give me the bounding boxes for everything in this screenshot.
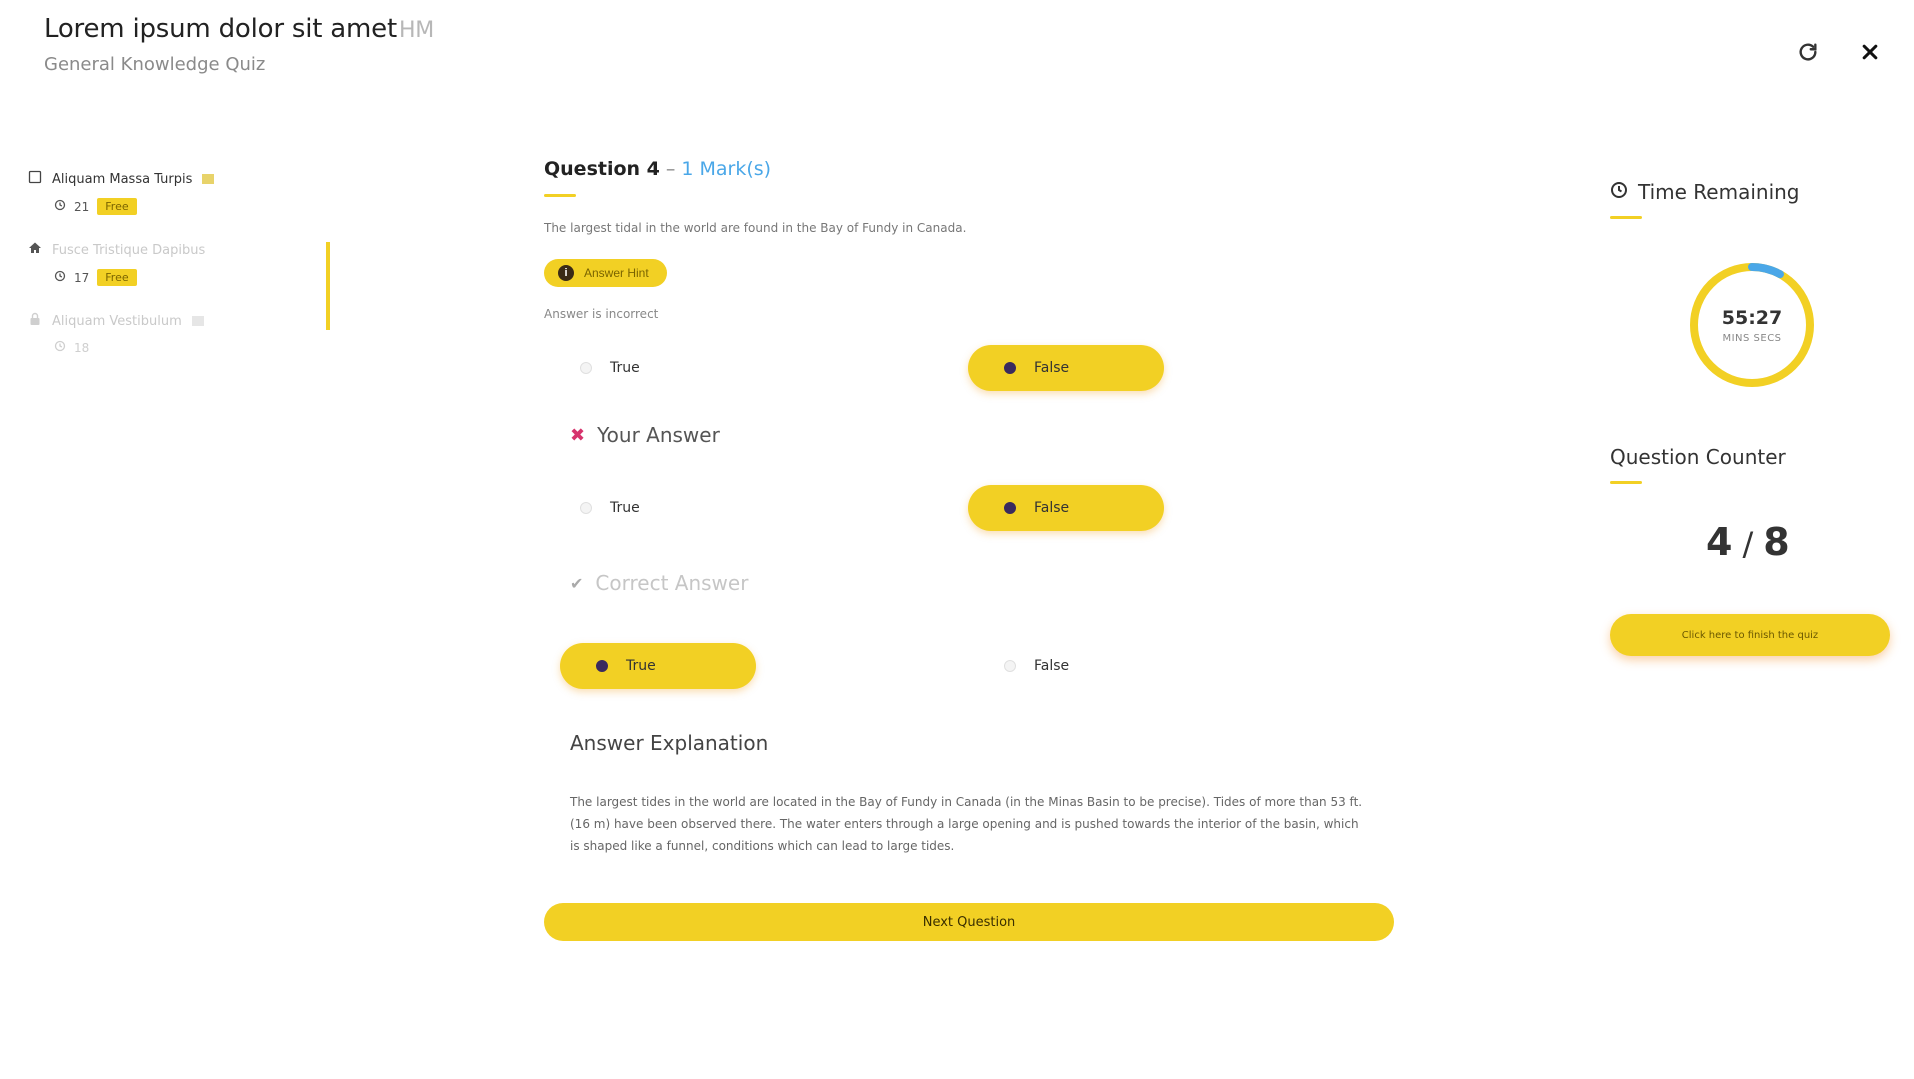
- timer-units: MINS SECS: [1722, 332, 1782, 344]
- correct-answer-false: [968, 643, 1164, 689]
- radio-icon: [1004, 502, 1016, 514]
- sidebar-active-indicator: [326, 242, 330, 330]
- check-icon: ✔: [570, 573, 584, 593]
- page-title-text: Lorem ipsum dolor sit amet: [44, 14, 397, 44]
- radio-icon: [1004, 362, 1016, 374]
- question-counter: [1706, 520, 1900, 564]
- option-false[interactable]: [968, 345, 1164, 391]
- status-badge: Free: [97, 198, 136, 215]
- timer-ring: [1686, 259, 1818, 391]
- lock-icon: [28, 312, 42, 330]
- answer-hint-button[interactable]: [544, 259, 667, 287]
- your-answer-label: Your Answer: [597, 423, 720, 447]
- counter-underline: [1610, 481, 1642, 484]
- explanation-title: Answer Explanation: [570, 731, 769, 755]
- option-label: True: [610, 500, 640, 516]
- sidebar-item-label: Aliquam Vestibulum: [52, 313, 182, 329]
- timer-underline: [1610, 216, 1642, 219]
- title-underline: [544, 194, 576, 197]
- clock-icon: [1610, 180, 1628, 204]
- flag-icon: [202, 174, 214, 184]
- correct-answer-true: [560, 643, 756, 689]
- sidebar-item-topic-1[interactable]: [24, 170, 354, 215]
- list-icon: [28, 170, 42, 188]
- question-counter-heading: Question Counter: [1610, 445, 1786, 469]
- refresh-icon[interactable]: [1794, 38, 1822, 66]
- question-number: Question 4: [544, 158, 660, 180]
- title-separator: –: [665, 158, 676, 180]
- sidebar-item-label: Aliquam Massa Turpis: [52, 171, 193, 187]
- option-true[interactable]: [544, 345, 740, 391]
- hint-text: Answer is incorrect: [544, 307, 659, 321]
- correct-answer-heading: [544, 571, 1394, 595]
- your-answer-false: [968, 485, 1164, 531]
- info-icon: i: [558, 265, 574, 281]
- status-badge: Free: [97, 269, 136, 286]
- wrong-icon: ✖: [570, 424, 586, 446]
- question-text: The largest tidal in the world are found in the Bay of Fundy in Canada.: [544, 221, 967, 235]
- time-remaining-heading: [1610, 180, 1900, 204]
- sidebar-item-topic-3[interactable]: [24, 312, 354, 355]
- your-answer-options: [544, 485, 1394, 531]
- sidebar-item-count: 17: [74, 270, 90, 285]
- option-label: True: [610, 360, 640, 376]
- sidebar-item-count: 21: [74, 199, 90, 214]
- question-marks: 1 Mark(s): [681, 158, 772, 180]
- your-answer-heading: [544, 423, 1394, 447]
- question-title: [544, 158, 1394, 180]
- home-icon: [28, 241, 42, 259]
- sidebar-item-label: Fusce Tristique Dapibus: [52, 242, 206, 258]
- time-remaining-label: Time Remaining: [1638, 180, 1800, 204]
- radio-icon: [596, 660, 608, 672]
- clock-icon: [54, 270, 66, 285]
- close-icon[interactable]: [1856, 38, 1884, 66]
- correct-answer-options: [544, 643, 1394, 689]
- sidebar-item-count: 18: [74, 340, 90, 355]
- top-actions: [1794, 38, 1884, 66]
- page-header: [44, 14, 434, 75]
- finish-quiz-button[interactable]: Click here to finish the quiz: [1610, 614, 1890, 656]
- next-question-button[interactable]: Next Question: [544, 903, 1394, 941]
- sidebar-item-topic-2[interactable]: [24, 241, 354, 286]
- quiz-name: General Knowledge Quiz: [44, 54, 266, 75]
- page-title-suffix: HM: [398, 18, 435, 43]
- clock-icon: [54, 340, 66, 355]
- question-panel: [544, 158, 1394, 941]
- sidebar-topics: [24, 170, 354, 373]
- counter-slash: /: [1742, 525, 1754, 563]
- option-label: False: [1034, 500, 1070, 516]
- option-label: False: [1034, 360, 1070, 376]
- your-answer-true: [544, 485, 740, 531]
- explanation-text: The largest tides in the world are located in the Bay of Fundy in Canada (in the Minas Basin to be precise). Tides of more than 53 ft. (16 m) have been observed there. The water enters through a large opening and is pushed towards the interior of the basin, which is shaped like a funnel, conditions which can lead to large tides.: [570, 795, 1363, 853]
- flag-icon: [192, 316, 204, 326]
- radio-icon: [580, 362, 592, 374]
- correct-answer-label: Correct Answer: [595, 571, 749, 595]
- clock-icon: [54, 199, 66, 214]
- counter-current: 4: [1706, 520, 1733, 564]
- option-label: True: [626, 658, 656, 674]
- question-options: [544, 345, 1394, 391]
- page-title: [44, 14, 434, 44]
- radio-icon: [580, 502, 592, 514]
- answer-hint-label: Answer Hint: [584, 266, 649, 280]
- option-label: False: [1034, 658, 1070, 674]
- timer-value: 55:27: [1721, 306, 1783, 329]
- radio-icon: [1004, 660, 1016, 672]
- counter-total: 8: [1763, 520, 1790, 564]
- status-panel: [1610, 180, 1900, 656]
